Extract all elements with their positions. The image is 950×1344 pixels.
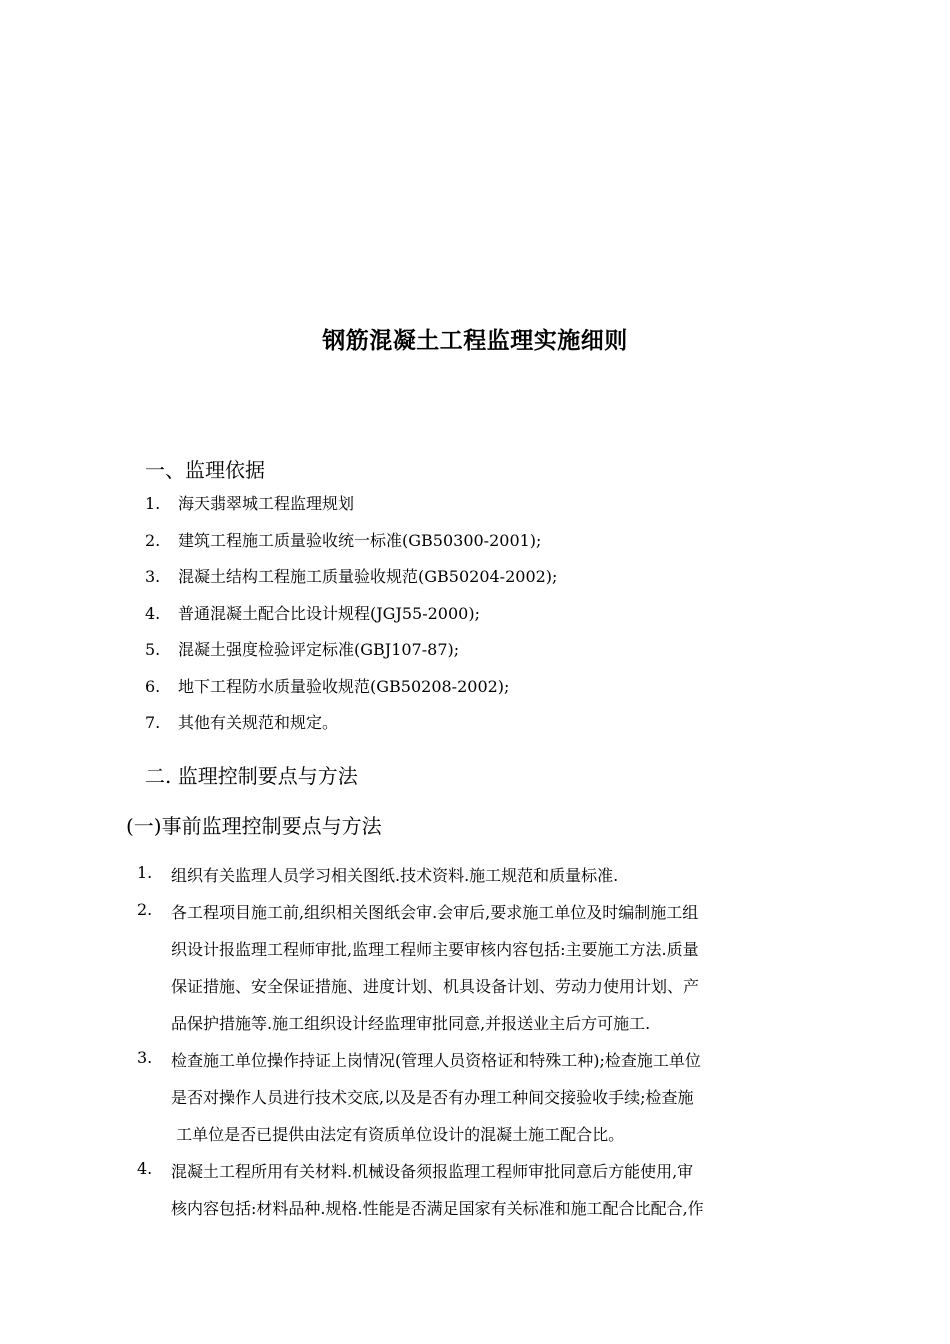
section-heading-basis: 一、监理依据 bbox=[145, 458, 265, 482]
paragraph-line: 织设计报监理工程师审批,监理工程师主要审核内容包括:主要施工方法.质量 bbox=[171, 940, 699, 959]
list-item-number: 7. bbox=[145, 713, 161, 732]
paragraph-number: 4. bbox=[137, 1159, 153, 1178]
document-title: 钢筋混凝土工程监理实施细则 bbox=[322, 327, 628, 354]
list-item-number: 4. bbox=[145, 604, 161, 623]
list-item-text: 混凝土强度检验评定标准(GBJ107-87); bbox=[178, 640, 460, 659]
list-item-number: 3. bbox=[145, 567, 161, 586]
section-heading-methods: 二. 监理控制要点与方法 bbox=[145, 764, 358, 788]
subsection-heading-prior-control: (一)事前监理控制要点与方法 bbox=[126, 814, 382, 838]
list-item-number: 1. bbox=[145, 494, 161, 513]
list-item-number: 5. bbox=[145, 640, 161, 659]
list-item-text: 建筑工程施工质量验收统一标准(GB50300-2001); bbox=[178, 531, 542, 550]
paragraph-line: 混凝土工程所用有关材料.机械设备须报监理工程师审批同意后方能使用,审 bbox=[171, 1162, 694, 1181]
paragraph-line: 核内容包括:材料品种.规格.性能是否满足国家有关标准和施工配合比配合,作 bbox=[171, 1199, 704, 1218]
list-item-text: 混凝土结构工程施工质量验收规范(GB50204-2002); bbox=[178, 567, 558, 586]
paragraph-number: 3. bbox=[137, 1048, 153, 1067]
list-item-number: 6. bbox=[145, 677, 161, 696]
paragraph-number: 2. bbox=[137, 900, 153, 919]
paragraph-line: 各工程项目施工前,组织相关图纸会审.会审后,要求施工单位及时编制施工组 bbox=[171, 903, 699, 922]
paragraph-number: 1. bbox=[137, 863, 153, 882]
paragraph-line: 保证措施、安全保证措施、进度计划、机具设备计划、劳动力使用计划、产 bbox=[171, 977, 700, 996]
list-item-text: 海天翡翠城工程监理规划 bbox=[178, 494, 355, 513]
list-item-text: 普通混凝土配合比设计规程(JGJ55-2000); bbox=[178, 604, 480, 623]
paragraph-line: 组织有关监理人员学习相关图纸.技术资料.施工规范和质量标准. bbox=[171, 866, 619, 885]
list-item-text: 地下工程防水质量验收规范(GB50208-2002); bbox=[178, 677, 510, 696]
paragraph-line: 工单位是否已提供由法定有资质单位设计的混凝土施工配合比。 bbox=[171, 1125, 625, 1144]
paragraph-line: 品保护措施等.施工组织设计经监理审批同意,并报送业主后方可施工. bbox=[171, 1014, 651, 1033]
paragraph-line: 检查施工单位操作持证上岗情况(管理人员资格证和特殊工种);检查施工单位 bbox=[171, 1051, 701, 1070]
list-item-number: 2. bbox=[145, 531, 161, 550]
list-item-text: 其他有关规范和规定。 bbox=[178, 713, 339, 732]
paragraph-line: 是否对操作人员进行技术交底,以及是否有办理工种间交接验收手续;检查施 bbox=[171, 1088, 694, 1107]
